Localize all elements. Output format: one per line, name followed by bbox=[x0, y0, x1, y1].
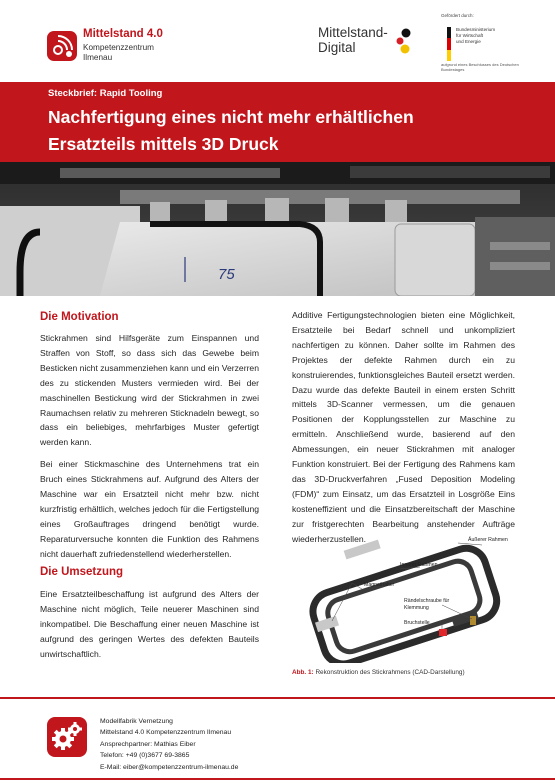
label-inner-frame: Innerer Rahmen bbox=[400, 562, 438, 568]
footer-line: Telefon: +49 (0)3677 69-3865 bbox=[100, 752, 190, 760]
paragraph: Bei einer Stickmaschine des Unternehmens trat ein Bruch eines Stickrahmens auf. Aufgrund des Alters der Maschine war ein Ersatzteil nicht mehr bzw. nicht kurzfristig erhältlich, welches jedoch für die Fertigstellung eines Großauftrages dringend benötigt wurde. Reparaturversuche konnten die Funktion des Rahmens nicht dauerhaft zufriedenstellend wiederherstellen. bbox=[40, 459, 259, 559]
fabric-marking: 75 bbox=[218, 266, 235, 283]
footer-line: Ansprechpartner: Mathias Eiber bbox=[100, 740, 196, 748]
bmwi-name-line: und Energie bbox=[456, 38, 481, 44]
title-line: Ersatzteils mittels 3D Druck bbox=[48, 134, 279, 154]
page-title bbox=[48, 104, 518, 158]
heading-umsetzung: Die Umsetzung bbox=[40, 566, 124, 578]
md-dots-icon bbox=[396, 28, 412, 54]
logo-mark bbox=[47, 31, 77, 61]
cad-figure bbox=[292, 533, 524, 663]
org-name: Mittelstand 4.0 bbox=[83, 28, 163, 40]
bmwi-label: Gefördert durch: bbox=[441, 13, 474, 18]
embroidery-machine-photo bbox=[0, 162, 555, 296]
motivation-text bbox=[40, 331, 259, 569]
paragraph: Eine Ersatzteilbeschaffung ist aufgrund des Alters der Maschine nicht möglich, Teile neuerer Maschinen sind inkompatibel. Die Beschaffung einer neuen Maschine ist aufgrund des geringen Wertes des defekten Bauteils unwirtschaftlich. bbox=[40, 589, 259, 659]
heading-motivation: Die Motivation bbox=[40, 311, 119, 323]
md-logo-line: Digital bbox=[318, 40, 356, 55]
footer-line: Mittelstand 4.0 Kompetenzzentrum Ilmenau bbox=[100, 729, 232, 737]
hero-photo bbox=[0, 162, 555, 296]
mittelstand-digital-logo bbox=[318, 25, 398, 55]
figure-caption bbox=[292, 669, 465, 676]
md-logo-line: Mittelstand- bbox=[318, 25, 388, 40]
org-subtitle bbox=[83, 43, 183, 62]
label-knurled-screw-line: Rändelschraube für bbox=[404, 598, 450, 604]
wifi-gear-icon bbox=[47, 31, 77, 61]
bmwi-name-line: für Wirtschaft bbox=[456, 32, 484, 38]
paragraph: Stickrahmen sind Hilfsgeräte zum Einspannen und Straffen von Stoff, so dass sich das Gewebe beim Besticken nicht zusammenziehen kann und ein Verzerren des zu stickenden Musters vermieden wird. Bei der maschinellen Bestickung wird der Stickrahmen in zwei Raumachsen relativ zu mehreren Sticknadeln bewegt, so dass ein beliebiges, mehrfarbiges Muster gefertigt werden kann. bbox=[40, 333, 259, 448]
bottom-rule bbox=[0, 778, 555, 780]
right-column-text bbox=[292, 308, 515, 554]
org-subtitle-line: Ilmenau bbox=[83, 52, 113, 62]
gears-icon bbox=[47, 717, 87, 757]
label-outer-frame: Äußerer Rahmen bbox=[468, 537, 508, 543]
label-magnet-holder: Magnethalter bbox=[364, 582, 395, 588]
footer-line: Modellfabrik Vernetzung bbox=[100, 718, 173, 725]
bmwi-note: aufgrund eines Beschlusses des Deutschen Bundestages bbox=[441, 62, 519, 72]
bmwi-name-line: Bundesministerium bbox=[456, 27, 496, 32]
label-break-point: Bruchstelle bbox=[404, 620, 430, 626]
footer-contact bbox=[100, 716, 238, 773]
umsetzung-text bbox=[40, 587, 259, 669]
footer-email: E-Mail: eiber@kompetenzzentrum-ilmenau.de bbox=[100, 763, 239, 771]
caption-text: Rekonstruktion des Stickrahmens (CAD-Darstellung) bbox=[315, 669, 465, 676]
bmwi-name bbox=[456, 27, 506, 44]
title-line: Nachfertigung eines nicht mehr erhältlichen bbox=[48, 107, 414, 127]
org-subtitle-line: Kompetenzzentrum bbox=[83, 43, 154, 52]
caption-prefix: Abb. 1: bbox=[292, 669, 314, 676]
kicker: Steckbrief: Rapid Tooling bbox=[48, 88, 163, 99]
german-flag-icon bbox=[447, 27, 451, 61]
label-knurled-screw bbox=[404, 598, 449, 611]
gear-logo bbox=[47, 717, 87, 757]
footer-rule bbox=[0, 697, 555, 699]
paragraph: Additive Fertigungstechnologien bieten eine Möglichkeit, Ersatzteile bei Bedarf schnell und unkompliziert nachfertigen zu können. Daher sollte im Rahmen des Projektes der defekte Rahmen durch ein zu konstruierendes, funktionsgleiches Bauteil ersetzt werden. Dazu wurde das defekte Bauteil in einem ersten Schritt mittels 3D-Scanner vermessen, um die genauen Positionen der Kopplungsstellen zur Maschine zu ermitteln. Anschließend wurde, basierend auf den Abmessungen, ein neuer Stickrahmen mit analoger Funktion konstruiert. Bei der Fertigung des Rahmens kam das 3D-Druckverfahren „Fused Deposition Modeling (FDM)“ zum Einsatz, um das Ersatzteil in Losgröße Eins kosteneffizient und die Einsatzbereitschaft der Maschine zur fristgerechten Bearbeitung anstehender Aufträge wiederherzustellen. bbox=[292, 310, 515, 544]
label-knurled-screw-line: Klemmung bbox=[404, 604, 429, 611]
